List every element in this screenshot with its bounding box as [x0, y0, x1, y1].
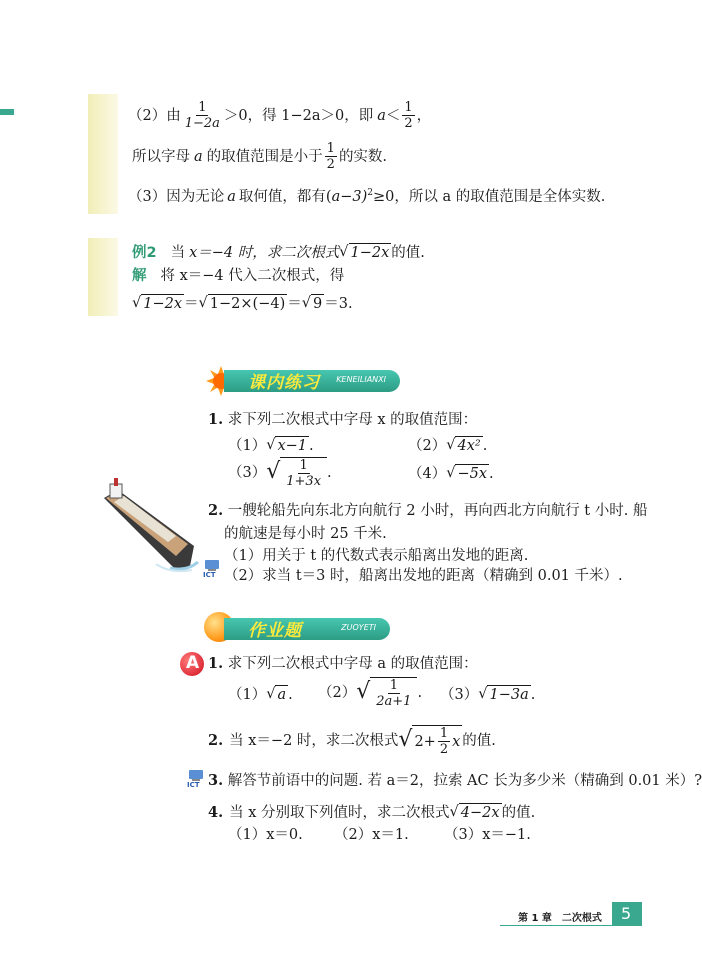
solution-label: 解: [132, 268, 147, 284]
radical: √ 9: [301, 295, 323, 312]
solution-highlight-band: [88, 94, 118, 214]
example2-calc: √ 1−2x ＝ √ 1−2×(−4) ＝ √ 9 ＝3.: [132, 295, 353, 312]
fraction: $\frac{1}{2}$: [404, 100, 413, 131]
ict-icon: [202, 558, 224, 578]
homework-q2: 2. 当 x＝−2 时，求二次根式 √ 2+ $\frac{1}{2}$ x 的值.: [208, 726, 496, 757]
homework-q4-c: （3）x＝−1.: [444, 827, 531, 843]
practice-q1-b: （2） √ 4x² .: [408, 437, 488, 454]
radical: √ 1−2x: [339, 244, 390, 261]
practice-q1: 1. 求下列二次根式中字母 x 的取值范围：: [208, 411, 478, 428]
practice-q1-c: （3） √ $\frac{1}{1+3x}$ .: [228, 458, 332, 489]
homework-q4: 4. 当 x 分别取下列值时，求二次根式 √ 4−2x 的值.: [208, 803, 536, 821]
homework-q1: 1. 求下列二次根式中字母 a 的取值范围：: [208, 655, 478, 672]
margin-marker: [0, 109, 14, 115]
practice-subtitle: KENEILIANXI: [336, 375, 386, 384]
homework-subtitle: ZUOYETI: [341, 623, 376, 632]
part3-line: （3）因为无论 a 取何值，都有$(a-3)^2\ge 0$，所以 a 的取值范围是全体实数.: [128, 188, 606, 205]
practice-q2-line1: 2. 一艘轮船先向东北方向航行 2 小时，再向西北方向航行 t 小时. 船: [208, 502, 648, 519]
fraction: $\frac{1}{1-2a}$: [184, 100, 220, 131]
homework-q1-c: （3） √ 1−3a .: [440, 686, 536, 703]
ict-label: ICT: [187, 781, 200, 788]
example-highlight-band: [88, 238, 118, 316]
homework-q1-b: （2） √ $\frac{1}{2a+1}$ .: [318, 678, 423, 709]
fraction: $\frac{1}{2}$: [326, 141, 335, 172]
practice-q1-a: （1） √ x−1 .: [228, 437, 314, 454]
page-number: 5: [621, 904, 632, 923]
practice-q2-line2: 的航速是每小时 25 千米.: [224, 526, 387, 542]
practice-title: 课内练习: [248, 373, 320, 393]
practice-q1-d: （4） √ −5x .: [408, 465, 494, 482]
ict-icon: [186, 768, 208, 788]
part2-line1: （2）由 $\frac{1}{1-2a}$ ＞0，得 1−2a＞0，即 a ＜ $\frac{1}{2}$ ，: [128, 100, 432, 131]
practice-q2-sub1: （1）用关于 t 的代数式表示船离出发地的距离.: [224, 548, 529, 564]
practice-q2-sub2: （2）求当 t＝3 时，船离出发地的距离（精确到 0.01 千米）.: [224, 568, 623, 584]
example-label: 例2: [132, 244, 157, 261]
page-number-tab: [612, 902, 642, 926]
radical: √ 1−2×(−4): [198, 295, 286, 312]
ict-label: ICT: [203, 571, 216, 578]
homework-q4-b: （2）x＝1.: [334, 827, 409, 843]
example2-question: 例2 当 x＝−4 时，求二次根式 √ 1−2x 的值.: [132, 244, 425, 261]
homework-q3: 3. 解答节前语中的问题. 若 a＝2，拉索 AC 长为多少米（精确到 0.01 米）?: [208, 772, 702, 789]
level-a-badge: A: [180, 652, 204, 676]
homework-banner: [224, 618, 390, 640]
part2-after: ＞0，得 1−2a＞0，即: [223, 107, 374, 124]
homework-title: 作业题: [248, 621, 302, 641]
practice-banner: [224, 370, 400, 392]
homework-q1-a: （1） √ a .: [228, 686, 293, 703]
part2-prefix: （2）由: [128, 107, 181, 124]
homework-q4-a: （1）x＝0.: [228, 827, 303, 843]
example2-solution: 解 将 x＝−4 代入二次根式，得: [132, 268, 345, 284]
chapter-label: 第 1 章 二次根式: [518, 913, 602, 924]
ship-illustration: [96, 476, 200, 574]
part2-line2: 所以字母 a 的取值范围是小于 $\frac{1}{2}$ 的实数.: [132, 141, 388, 172]
radical: √ 1−2x: [132, 295, 183, 312]
